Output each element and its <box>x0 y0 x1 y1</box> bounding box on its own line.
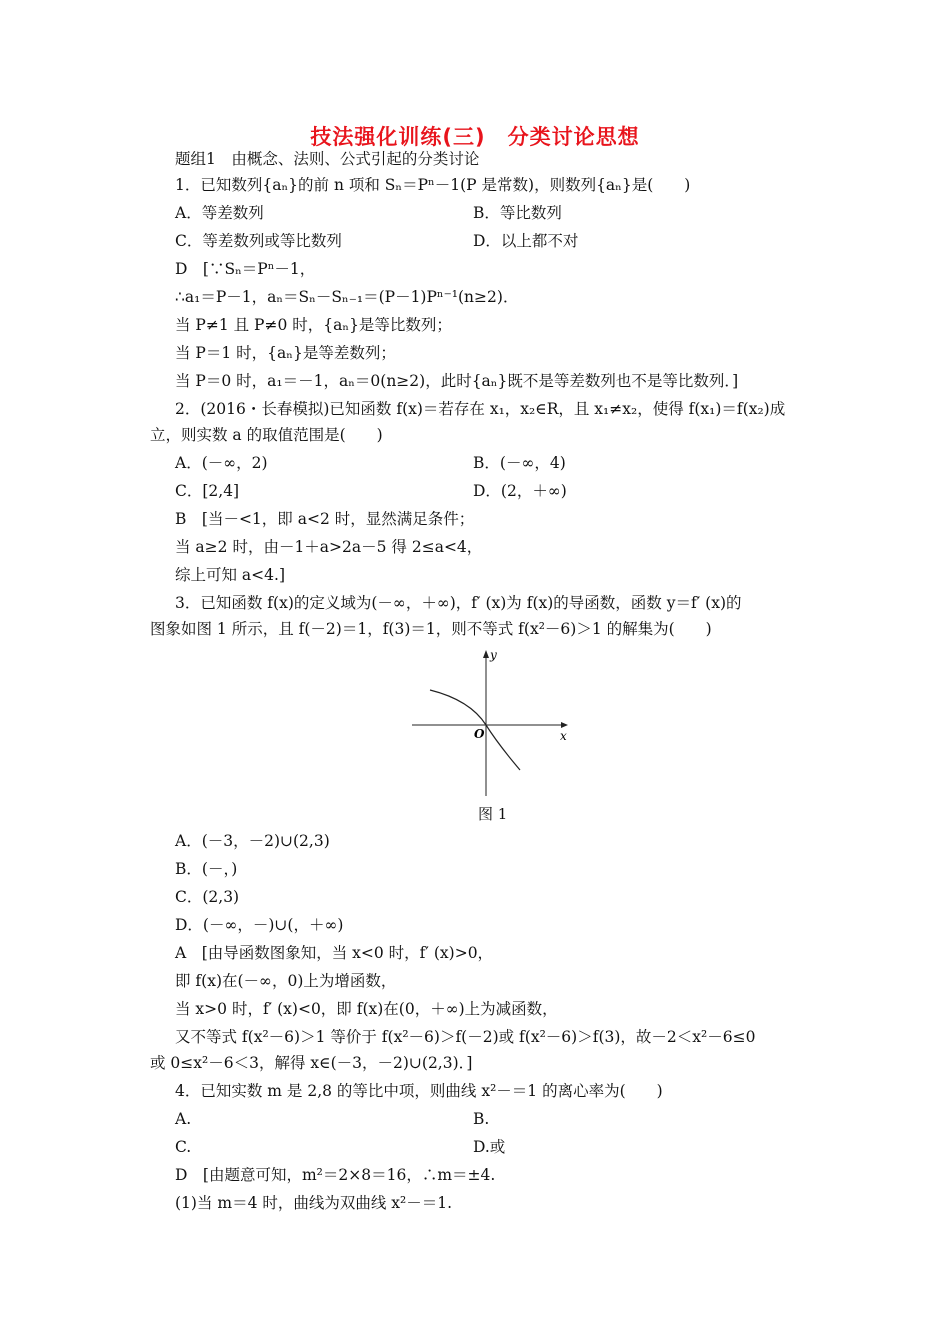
q1-answer-line: 当 P≠1 且 P≠0 时，{aₙ}是等比数列； <box>175 316 452 334</box>
q3-stem-cont: 图象如图 1 所示，且 f(－2)＝1，f(3)＝1，则不等式 f(x²－6)＞1 的解集为( ) <box>150 620 712 638</box>
q3-answer-line: 当 x>0 时，f′ (x)<0，即 f(x)在(0，＋∞)上为减函数， <box>175 1000 558 1018</box>
q2-stem-cont: 立，则实数 a 的取值范围是( ) <box>150 426 383 444</box>
q1-option-a: A．等差数列 <box>175 204 264 222</box>
q1-option-c: C．等差数列或等比数列 <box>175 232 342 250</box>
derivative-graph-figure <box>410 648 570 798</box>
q2-option-a: A．(－∞，2) <box>175 454 268 472</box>
y-axis-arrow <box>483 650 489 658</box>
q4-option-a: A. <box>175 1110 192 1128</box>
x-axis-label: x <box>560 729 567 743</box>
q1-option-d: D．以上都不对 <box>473 232 579 250</box>
q2-answer-line: B [当－<1，即 a<2 时，显然满足条件； <box>175 510 475 528</box>
figure-caption: 图 1 <box>478 805 508 823</box>
q3-option-d: D．(－∞，－)∪(，＋∞) <box>175 916 344 934</box>
q3-answer-line: A [由导函数图象知，当 x<0 时，f′ (x)>0， <box>175 944 494 962</box>
q1-option-b: B．等比数列 <box>473 204 562 222</box>
q4-option-d: D.或 <box>473 1138 506 1156</box>
q4-answer-line: (1)当 m＝4 时，曲线为双曲线 x²－＝1. <box>175 1194 453 1212</box>
q2-option-d: D．(2，＋∞) <box>473 482 567 500</box>
q4-option-b: B. <box>473 1110 490 1128</box>
q3-answer-line: 即 f(x)在(－∞，0)上为增函数， <box>175 972 397 990</box>
q2-option-c: C．[2,4] <box>175 482 240 500</box>
q2-option-b: B．(－∞，4) <box>473 454 566 472</box>
q1-answer-line: 当 P＝1 时，{aₙ}是等差数列； <box>175 344 396 362</box>
q1-answer-line: ∴a₁＝P－1，aₙ＝Sₙ－Sₙ₋₁＝(P－1)Pⁿ⁻¹(n≥2)． <box>175 288 519 306</box>
q1-answer-line: 当 P＝0 时，a₁＝－1，aₙ＝0(n≥2)，此时{aₙ}既不是等差数列也不是等比数列．] <box>175 372 739 390</box>
q1-stem: 1．已知数列{aₙ}的前 n 项和 Sₙ＝Pⁿ－1(P 是常数)，则数列{aₙ}是( ) <box>175 176 691 194</box>
q1-answer-line: D [∵Sₙ＝Pⁿ－1， <box>175 260 316 278</box>
q4-stem: 4．已知实数 m 是 2,8 的等比中项，则曲线 x²－＝1 的离心率为( ) <box>175 1082 663 1100</box>
q3-answer-line: 又不等式 f(x²－6)＞1 等价于 f(x²－6)＞f(－2)或 f(x²－6)＞f(3)，故－2＜x²－6≤0 <box>175 1028 756 1046</box>
q3-option-a: A．(－3，－2)∪(2,3) <box>175 832 330 850</box>
q3-answer-line: 或 0≤x²－6＜3，解得 x∈(－3，－2)∪(2,3)．] <box>150 1054 473 1072</box>
group-heading: 题组1 由概念、法则、公式引起的分类讨论 <box>175 150 480 168</box>
y-axis-label: y <box>490 648 497 662</box>
q4-answer-line: D [由题意可知，m²＝2×8＝16，∴m＝±4. <box>175 1166 496 1184</box>
x-axis-arrow <box>561 722 568 728</box>
q3-option-b: B．(－，) <box>175 860 238 878</box>
origin-label: O <box>474 727 485 741</box>
q3-option-c: C．(2,3) <box>175 888 240 906</box>
q4-option-c: C. <box>175 1138 192 1156</box>
q3-stem: 3．已知函数 f(x)的定义域为(－∞，＋∞)，f′ (x)为 f(x)的导函数，函数 y＝f′ (x)的 <box>175 594 742 612</box>
page-title: 技法强化训练(三) 分类讨论思想 <box>310 125 640 149</box>
q2-answer-line: 当 a≥2 时，由－1＋a>2a－5 得 2≤a<4， <box>175 538 483 556</box>
q2-answer-line: 综上可知 a<4.] <box>175 566 285 584</box>
q2-stem: 2．(2016・长春模拟)已知函数 f(x)＝若存在 x₁，x₂∈R，且 x₁≠x₂，使得 f(x₁)＝f(x₂)成 <box>175 400 786 418</box>
